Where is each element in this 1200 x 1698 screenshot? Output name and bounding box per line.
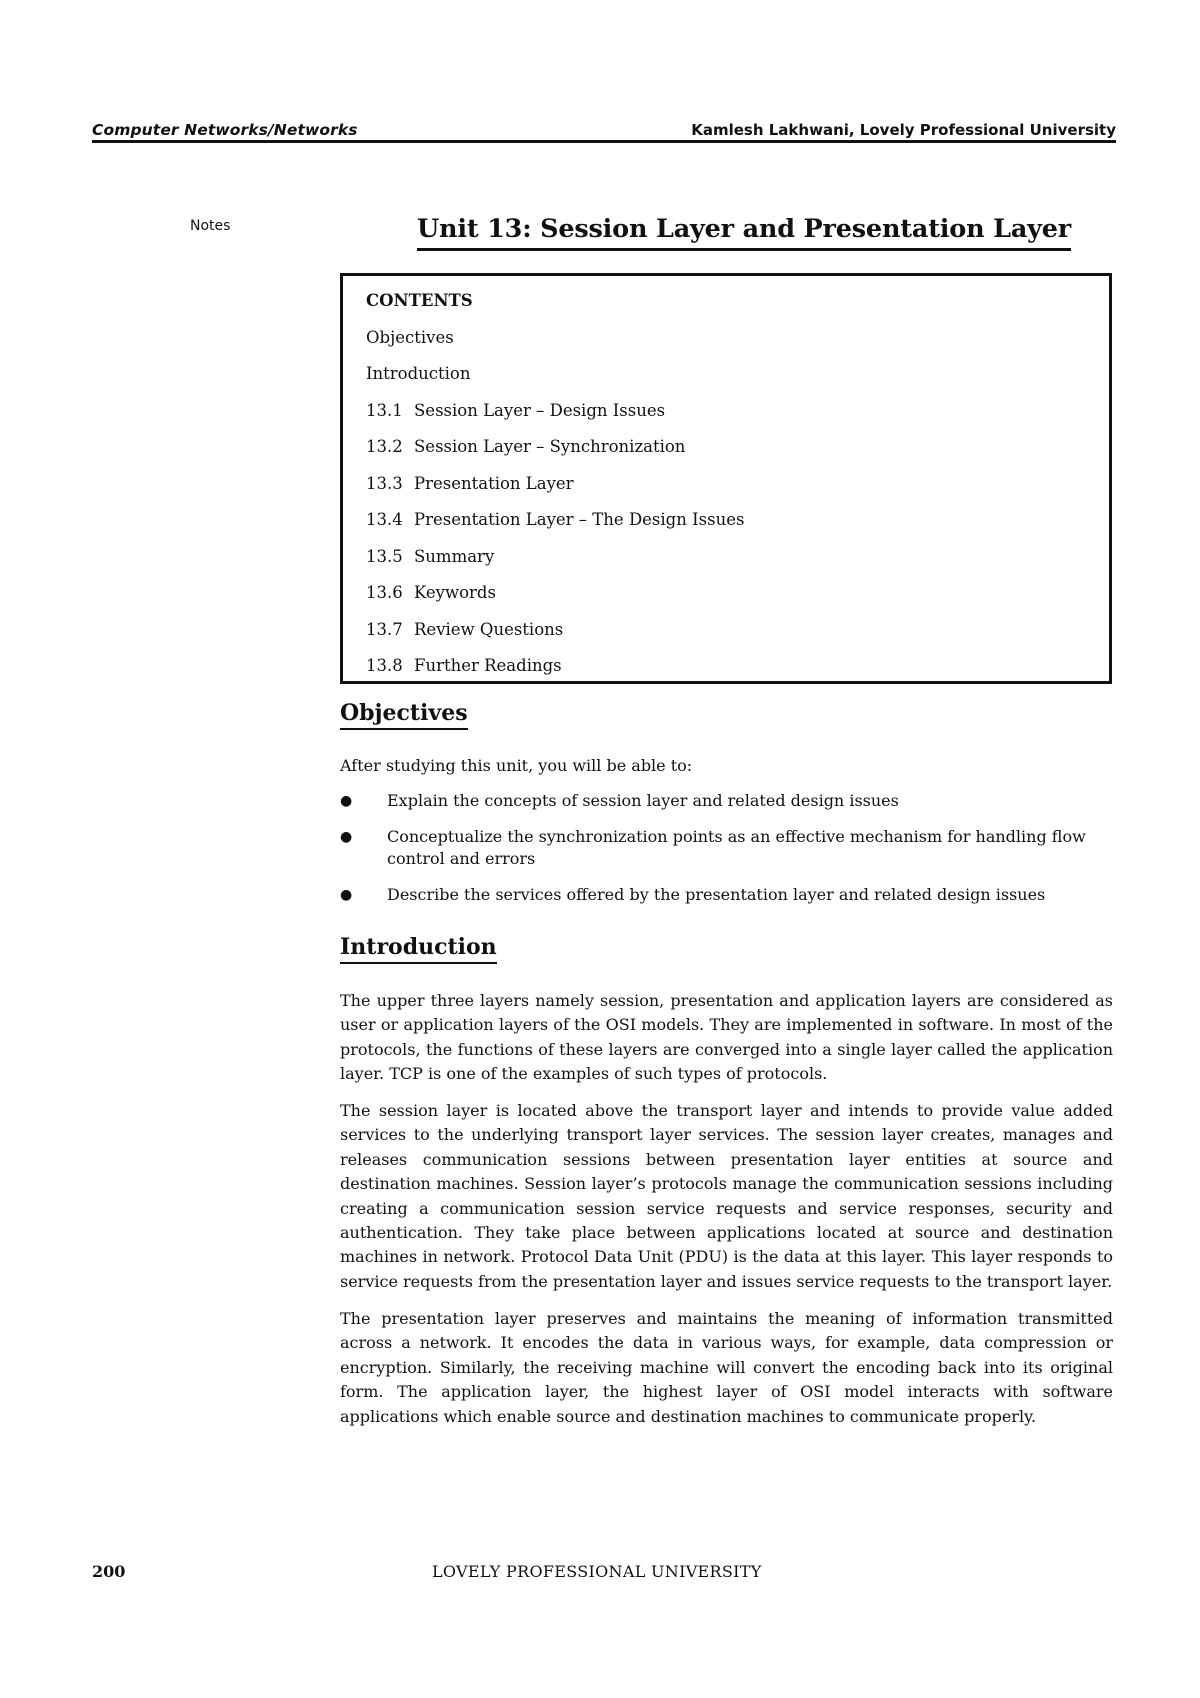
contents-item-number: 13.1 — [366, 400, 403, 420]
bullet-icon: ● — [340, 793, 353, 809]
introduction-heading: Introduction — [340, 934, 497, 964]
contents-item-label: Review Questions — [414, 619, 564, 639]
contents-item-number: 13.3 — [366, 473, 403, 493]
contents-item — [366, 363, 1109, 400]
objectives-heading: Objectives — [340, 700, 468, 730]
contents-item-number: 13.4 — [366, 510, 403, 529]
objective-text: Describe the services offered by the presentation layer and related design issues — [387, 885, 1046, 904]
contents-item-number: 13.5 — [366, 546, 403, 566]
objective-text: Conceptualize the synchronization points as an effective mechanism for handling flow control and errors — [387, 827, 1086, 868]
objectives-intro: After studying this unit, you will be able to: — [340, 756, 693, 775]
contents-item — [366, 509, 1109, 546]
page-number: 200 — [92, 1562, 126, 1581]
contents-item — [366, 546, 1109, 583]
contents-list — [366, 327, 1109, 692]
bullet-icon: ● — [340, 829, 353, 845]
contents-item — [366, 327, 1109, 364]
contents-item-number: 13.7 — [366, 619, 403, 639]
footer-university: LOVELY PROFESSIONAL UNIVERSITY — [432, 1562, 762, 1581]
contents-item — [366, 473, 1109, 510]
contents-item-label: Session Layer – Design Issues — [414, 400, 666, 420]
contents-item — [366, 582, 1109, 619]
contents-item-number: 13.8 — [366, 656, 403, 675]
introduction-paragraph: The session layer is located above the transport layer and intends to provide value added services to the underlying transport layer services. The session layer creates, manages and releases communication sessions between presentation layer entities at source and destination machines. Session layer’s protocols manage the communication sessions including creating a communication session service requests and service responses, security and authentication. They take place between applications located at source and destination machines in network. Protocol Data Unit (PDU) is the data at this layer. This layer responds to service requests from the presentation layer and issues service requests to the transport layer. — [340, 1101, 1113, 1291]
objective-item — [340, 826, 1113, 870]
contents-item-label: Presentation Layer – The Design Issues — [414, 510, 745, 529]
contents-item-number: 13.6 — [366, 583, 403, 602]
contents-heading: CONTENTS — [366, 291, 473, 310]
objective-item — [340, 884, 1113, 906]
notes-margin-label: Notes — [190, 218, 231, 234]
objectives-list — [340, 790, 1113, 920]
contents-item-number: 13.2 — [366, 437, 403, 456]
introduction-paragraph: The upper three layers namely session, presentation and application layers are considered as user or application layers of the OSI models. They are implemented in software. In most of the protocols, the functions of these layers are converged into a single layer called the application layer. TCP is one of the examples of such types of protocols. — [340, 991, 1113, 1084]
introduction-paragraph: The presentation layer preserves and maintains the meaning of information transmitted across a network. It encodes the data in various ways, for example, data compression or encryption. Similarly, the receiving machine will convert the encoding back into its original form. The application layer, the highest layer of OSI model interacts with software applications which enable source and destination machines to communicate properly. — [340, 1309, 1113, 1426]
contents-item-label: Presentation Layer — [414, 473, 574, 493]
running-header-course: Computer Networks/Networks — [92, 121, 358, 139]
contents-item — [366, 655, 1109, 692]
objective-text: Explain the concepts of session layer and related design issues — [387, 791, 899, 810]
contents-item — [366, 436, 1109, 473]
contents-item-label: Further Readings — [414, 656, 562, 675]
running-header-author: Kamlesh Lakhwani, Lovely Professional University — [691, 121, 1116, 139]
header-rule — [92, 140, 1116, 143]
contents-box — [340, 273, 1112, 684]
contents-item — [366, 619, 1109, 656]
contents-item-label: Introduction — [366, 364, 471, 383]
bullet-icon: ● — [340, 887, 353, 903]
contents-item-label: Objectives — [366, 327, 454, 347]
contents-item-label: Keywords — [414, 583, 496, 602]
contents-item-label: Session Layer – Synchronization — [414, 437, 686, 456]
page-title: Unit 13: Session Layer and Presentation Layer — [417, 214, 1071, 251]
objective-item — [340, 790, 1113, 812]
contents-item — [366, 400, 1109, 437]
contents-item-label: Summary — [414, 546, 495, 566]
